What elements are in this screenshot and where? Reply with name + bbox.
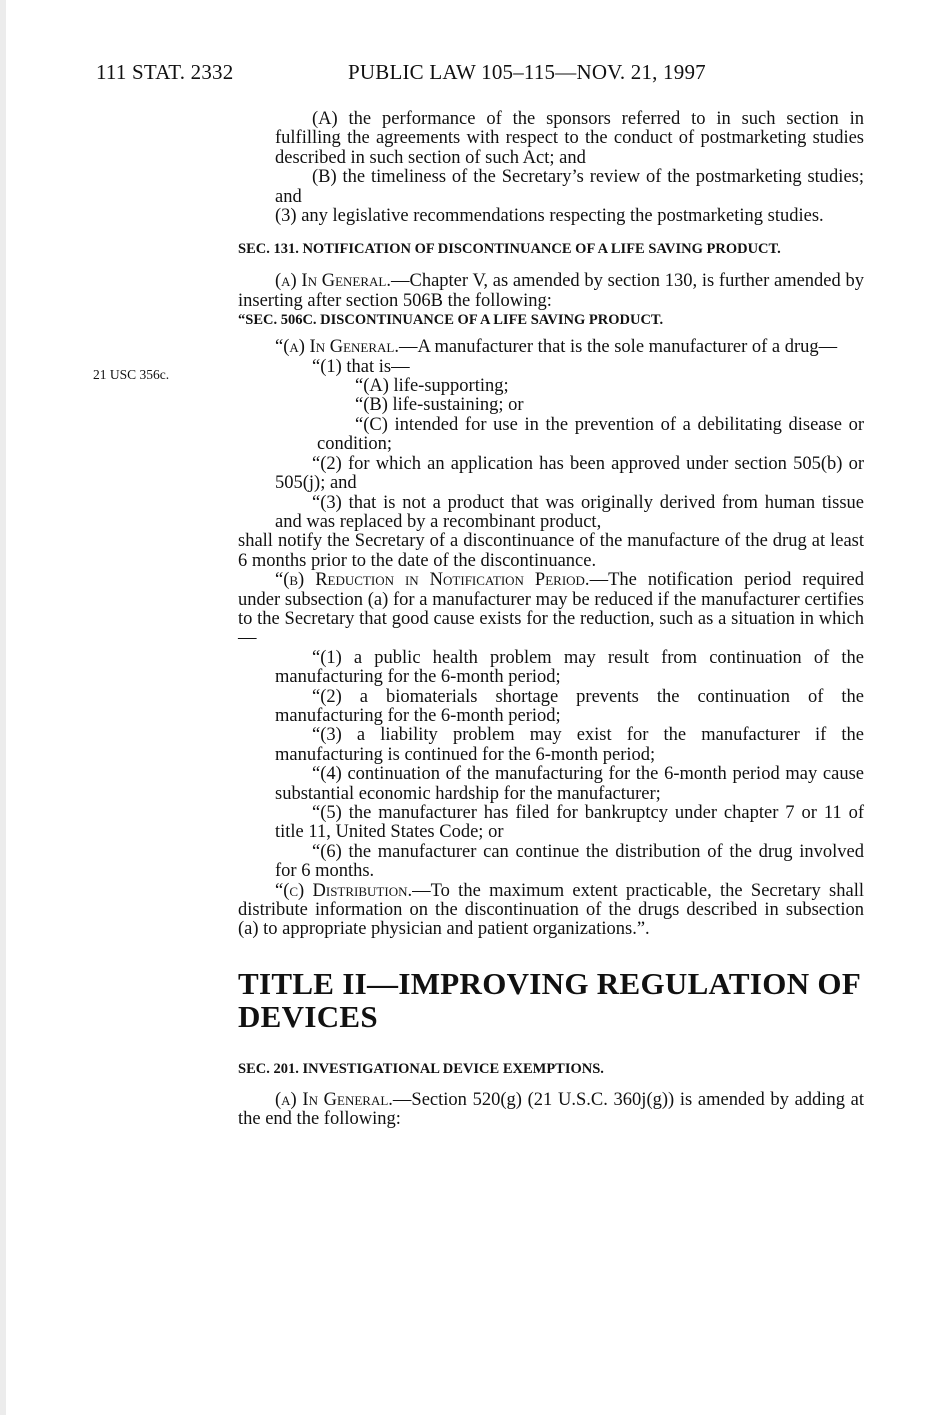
subsection-label: “(b) Reduction in Notification Period. — [275, 570, 590, 591]
title-line-1: TITLE II—IMPROVING REGULATION OF — [238, 965, 862, 1001]
paragraph-a-performance: (A) the performance of the sponsors referred to in such section in fulfilling the agreements with respect to the conduct of postmarketing studies described in such section of such Act; and — [275, 109, 864, 168]
stat-reference: 111 STAT. 2332 — [96, 60, 234, 84]
paragraph-a1: “(1) that is— — [312, 356, 410, 377]
subsection-text: —The notification period required under subsection (a) for a manufacturer may be reduced if the manufacturer certifies to the Secretary that good cause exists for the reduction, such as a situation in which— — [238, 570, 864, 649]
subsection-label: “(c) Distribution. — [275, 880, 413, 901]
paragraph-a1A: “(A) life-supporting; — [355, 376, 509, 397]
subsection-text: —Chapter V, as amended by section 130, is further amended by inserting after section 506B the following: — [238, 271, 864, 311]
subsection-text: —To the maximum extent practicable, the Secretary shall distribute information on the discontinuation of the drugs described in subsection (a) to appropriate physician and patient organizations.”. — [238, 880, 864, 940]
title-line-2: DEVICES — [238, 998, 378, 1034]
section-506c-heading: “SEC. 506C. DISCONTINUANCE OF A LIFE SAVING PRODUCT. — [238, 312, 664, 329]
paragraph-b2: “(2) a biomaterials shortage prevents the continuation of the manufacturing for the 6-month period; — [275, 686, 864, 726]
paragraph-b1: “(1) a public health problem may result from continuation of the manufacturing for the 6-month period; — [275, 647, 864, 688]
page-edge — [0, 0, 6, 1415]
title-ii-heading — [238, 967, 864, 1033]
paragraph-b6: “(6) the manufacturer can continue the distribution of the drug involved for 6 months. — [275, 841, 864, 882]
subsection-label: “(a) In General. — [275, 337, 399, 358]
public-law-reference: PUBLIC LAW 105–115—NOV. 21, 1997 — [348, 60, 706, 84]
page-body — [238, 110, 864, 1130]
paragraph-3-legislative: (3) any legislative recommendations respecting the postmarketing studies. — [275, 206, 824, 227]
paragraph-b4: “(4) continuation of the manufacturing for the 6-month period may cause substantial economic hardship for the manufacturer; — [275, 764, 864, 804]
paragraph-a3: “(3) that is not a product that was originally derived from human tissue and was replaced by a recombinant product, — [275, 492, 864, 532]
subsection-text: —A manufacturer that is the sole manufacturer of a drug— — [398, 337, 838, 358]
paragraph-a2: “(2) for which an application has been approved under section 505(b) or 505(j); and — [275, 453, 864, 494]
section-506c-subsection-a — [238, 338, 864, 357]
subsection-label: (a) In General. — [275, 271, 391, 292]
section-201-subsection-a — [238, 1091, 864, 1130]
margin-citation: 21 USC 356c. — [93, 367, 170, 382]
section-506c-subsection-c — [238, 882, 864, 940]
section-506c-subsection-b — [238, 571, 864, 649]
paragraph-a1C: “(C) intended for use in the prevention of a debilitating disease or condition; — [317, 414, 864, 455]
paragraph-a-tail: shall notify the Secretary of a discontinuance of the manufacture of the drug at least 6 months prior to the date of the discontinuance. — [238, 531, 864, 571]
paragraph-b-timeliness: (B) the timeliness of the Secretary’s review of the postmarketing studies; and — [275, 167, 864, 207]
paragraph-b3: “(3) a liability problem may exist for the manufacturer if the manufacturing is continued for the 6-month period; — [275, 725, 864, 765]
subsection-label: (a) In General. — [275, 1089, 393, 1110]
section-201-heading: SEC. 201. INVESTIGATIONAL DEVICE EXEMPTIONS. — [238, 1060, 604, 1077]
paragraph-a1B: “(B) life-sustaining; or — [355, 395, 524, 416]
section-131-subsection-a — [238, 272, 864, 311]
subsection-text: —Section 520(g) (21 U.S.C. 360j(g)) is amended by adding at the end the following: — [238, 1089, 864, 1130]
section-131-heading: SEC. 131. NOTIFICATION OF DISCONTINUANCE OF A LIFE SAVING PRODUCT. — [238, 241, 781, 258]
paragraph-b5: “(5) the manufacturer has filed for bankruptcy under chapter 7 or 11 of title 11, United States Code; or — [275, 803, 864, 843]
